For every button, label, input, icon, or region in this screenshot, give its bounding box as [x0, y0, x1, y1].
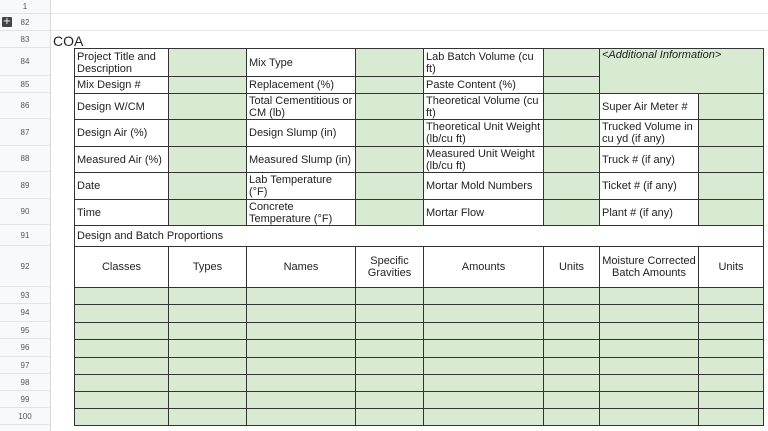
input-cell[interactable]: [544, 94, 600, 120]
input-cell[interactable]: [169, 375, 247, 392]
input-cell[interactable]: [699, 120, 764, 147]
column-header[interactable]: Moisture Corrected Batch Amounts: [600, 247, 699, 288]
row-number[interactable]: 92: [0, 246, 50, 287]
table-row: [75, 409, 764, 426]
input-cell[interactable]: [699, 305, 764, 323]
row-number[interactable]: 87: [0, 119, 50, 146]
input-cell[interactable]: [424, 358, 544, 375]
label-cell[interactable]: Lab Batch Volume (cu ft): [424, 49, 544, 77]
label-cell[interactable]: Mix Design #: [75, 77, 169, 94]
input-cell[interactable]: [424, 288, 544, 305]
input-cell[interactable]: [356, 392, 424, 409]
grid-line: [51, 13, 768, 14]
input-cell[interactable]: [356, 288, 424, 305]
input-cell[interactable]: [600, 340, 699, 358]
input-cell[interactable]: [75, 305, 169, 323]
input-cell[interactable]: [600, 305, 699, 323]
label-cell[interactable]: Paste Content (%): [424, 77, 544, 94]
concrete-mix-form: [74, 48, 764, 426]
input-cell[interactable]: [356, 94, 424, 120]
input-cell[interactable]: [600, 392, 699, 409]
column-header[interactable]: Types: [169, 247, 247, 288]
row-number[interactable]: 82: [0, 14, 50, 31]
input-cell[interactable]: [75, 375, 169, 392]
label-cell[interactable]: Design Slump (in): [247, 120, 356, 147]
input-cell[interactable]: [247, 409, 356, 426]
coa-label[interactable]: COA: [53, 33, 84, 49]
input-cell[interactable]: [75, 409, 169, 426]
row-number[interactable]: 83: [0, 31, 50, 48]
input-cell[interactable]: [699, 323, 764, 340]
input-cell[interactable]: [247, 392, 356, 409]
input-cell[interactable]: [356, 340, 424, 358]
input-cell[interactable]: [247, 305, 356, 323]
input-cell[interactable]: [424, 340, 544, 358]
column-header[interactable]: Names: [247, 247, 356, 288]
input-cell[interactable]: [169, 147, 247, 173]
input-cell[interactable]: [169, 340, 247, 358]
input-cell[interactable]: [169, 200, 247, 226]
label-cell[interactable]: Plant # (if any): [600, 200, 699, 226]
label-cell[interactable]: Design W/CM: [75, 94, 169, 120]
column-header[interactable]: Classes: [75, 247, 169, 288]
input-cell[interactable]: [356, 173, 424, 200]
input-cell[interactable]: [699, 200, 764, 226]
input-cell[interactable]: [600, 288, 699, 305]
input-cell[interactable]: [75, 288, 169, 305]
input-cell[interactable]: [699, 94, 764, 120]
input-cell[interactable]: [544, 200, 600, 226]
input-cell[interactable]: [75, 323, 169, 340]
table-row: [75, 305, 764, 323]
label-cell[interactable]: Lab Temperature (°F): [247, 173, 356, 200]
label-cell[interactable]: Measured Air (%): [75, 147, 169, 173]
input-cell[interactable]: [424, 392, 544, 409]
input-cell[interactable]: [424, 375, 544, 392]
grid-line: [51, 30, 768, 31]
table-row: [75, 288, 764, 305]
column-header[interactable]: Units: [699, 247, 764, 288]
label-cell[interactable]: Date: [75, 173, 169, 200]
row-number[interactable]: 1: [0, 0, 50, 14]
input-cell[interactable]: [600, 375, 699, 392]
label-cell[interactable]: Time: [75, 200, 169, 226]
label-cell[interactable]: Total Cementitious or CM (lb): [247, 94, 356, 120]
input-cell[interactable]: [600, 323, 699, 340]
input-cell[interactable]: [75, 340, 169, 358]
input-cell[interactable]: [424, 409, 544, 426]
label-cell[interactable]: Truck # (if any): [600, 147, 699, 173]
row-number[interactable]: 86: [0, 93, 50, 119]
input-cell[interactable]: [600, 358, 699, 375]
input-cell[interactable]: [699, 288, 764, 305]
label-cell[interactable]: Design Air (%): [75, 120, 169, 147]
input-cell[interactable]: [169, 120, 247, 147]
input-cell[interactable]: [544, 305, 600, 323]
label-cell[interactable]: Ticket # (if any): [600, 173, 699, 200]
table-row: [75, 340, 764, 358]
row-number[interactable]: 98: [0, 374, 50, 391]
row-number[interactable]: 90: [0, 199, 50, 225]
input-cell[interactable]: [169, 358, 247, 375]
input-cell[interactable]: [356, 147, 424, 173]
column-header[interactable]: Amounts: [424, 247, 544, 288]
expand-group-icon[interactable]: +: [2, 16, 12, 27]
row-number[interactable]: 96: [0, 339, 50, 357]
input-cell[interactable]: [169, 305, 247, 323]
input-cell[interactable]: [544, 77, 600, 94]
spreadsheet-grid[interactable]: [51, 0, 768, 431]
input-cell[interactable]: [699, 358, 764, 375]
input-cell[interactable]: [544, 340, 600, 358]
input-cell[interactable]: [356, 358, 424, 375]
table-row: [75, 375, 764, 392]
input-cell[interactable]: [544, 392, 600, 409]
row-number[interactable]: 89: [0, 172, 50, 199]
label-cell[interactable]: Theoretical Volume (cu ft): [424, 94, 544, 120]
input-cell[interactable]: [247, 358, 356, 375]
input-cell[interactable]: [356, 323, 424, 340]
input-cell[interactable]: [247, 323, 356, 340]
row-header-gutter: [0, 0, 51, 431]
input-cell[interactable]: [356, 375, 424, 392]
row-number[interactable]: 85: [0, 76, 50, 93]
label-cell[interactable]: Concrete Temperature (°F): [247, 200, 356, 226]
input-cell[interactable]: [544, 49, 600, 77]
input-cell[interactable]: [75, 358, 169, 375]
input-cell[interactable]: [544, 173, 600, 200]
input-cell[interactable]: [699, 173, 764, 200]
row-number[interactable]: 100: [0, 408, 50, 425]
label-cell[interactable]: Replacement (%): [247, 77, 356, 94]
label-cell[interactable]: Trucked Volume in cu yd (if any): [600, 120, 699, 147]
label-cell[interactable]: Super Air Meter #: [600, 94, 699, 120]
input-cell[interactable]: [600, 409, 699, 426]
input-cell[interactable]: [356, 305, 424, 323]
input-cell[interactable]: [169, 288, 247, 305]
input-cell[interactable]: [169, 49, 247, 77]
input-cell[interactable]: [247, 288, 356, 305]
input-cell[interactable]: [544, 323, 600, 340]
input-cell[interactable]: [699, 392, 764, 409]
input-cell[interactable]: [169, 173, 247, 200]
row-number[interactable]: 88: [0, 146, 50, 172]
input-cell[interactable]: [544, 358, 600, 375]
row-number[interactable]: 94: [0, 304, 50, 322]
input-cell[interactable]: [169, 94, 247, 120]
table-row: [75, 323, 764, 340]
input-cell[interactable]: [75, 392, 169, 409]
input-cell[interactable]: [356, 49, 424, 77]
label-cell[interactable]: Theoretical Unit Weight (lb/cu ft): [424, 120, 544, 147]
column-header[interactable]: Specific Gravities: [356, 247, 424, 288]
additional-information-cell[interactable]: <Additional Information>: [600, 49, 764, 94]
input-cell[interactable]: [169, 323, 247, 340]
input-cell[interactable]: [424, 323, 544, 340]
table-row: [75, 392, 764, 409]
row-number[interactable]: 91: [0, 225, 50, 246]
table-row: [75, 358, 764, 375]
input-cell[interactable]: [699, 340, 764, 358]
input-cell[interactable]: [169, 409, 247, 426]
input-cell[interactable]: [356, 409, 424, 426]
label-cell[interactable]: Measured Unit Weight (lb/cu ft): [424, 147, 544, 173]
row-number[interactable]: 95: [0, 322, 50, 339]
input-cell[interactable]: [544, 375, 600, 392]
input-cell[interactable]: [699, 375, 764, 392]
row-number[interactable]: 84: [0, 48, 50, 76]
label-cell[interactable]: Measured Slump (in): [247, 147, 356, 173]
input-cell[interactable]: [356, 200, 424, 226]
row-number[interactable]: 99: [0, 391, 50, 408]
column-header[interactable]: Units: [544, 247, 600, 288]
label-cell[interactable]: Mortar Mold Numbers: [424, 173, 544, 200]
input-cell[interactable]: [356, 120, 424, 147]
input-cell[interactable]: [169, 77, 247, 94]
label-cell[interactable]: Mix Type: [247, 49, 356, 77]
input-cell[interactable]: [699, 147, 764, 173]
input-cell[interactable]: [169, 392, 247, 409]
input-cell[interactable]: [544, 147, 600, 173]
row-number[interactable]: 97: [0, 357, 50, 374]
input-cell[interactable]: [247, 340, 356, 358]
row-number[interactable]: 93: [0, 287, 50, 304]
input-cell[interactable]: [699, 409, 764, 426]
input-cell[interactable]: [424, 305, 544, 323]
input-cell[interactable]: [544, 288, 600, 305]
label-cell[interactable]: Project Title and Description: [75, 49, 169, 77]
section-title[interactable]: Design and Batch Proportions: [75, 226, 764, 247]
label-cell[interactable]: Mortar Flow: [424, 200, 544, 226]
input-cell[interactable]: [544, 120, 600, 147]
input-cell[interactable]: [544, 409, 600, 426]
input-cell[interactable]: [356, 77, 424, 94]
input-cell[interactable]: [247, 375, 356, 392]
